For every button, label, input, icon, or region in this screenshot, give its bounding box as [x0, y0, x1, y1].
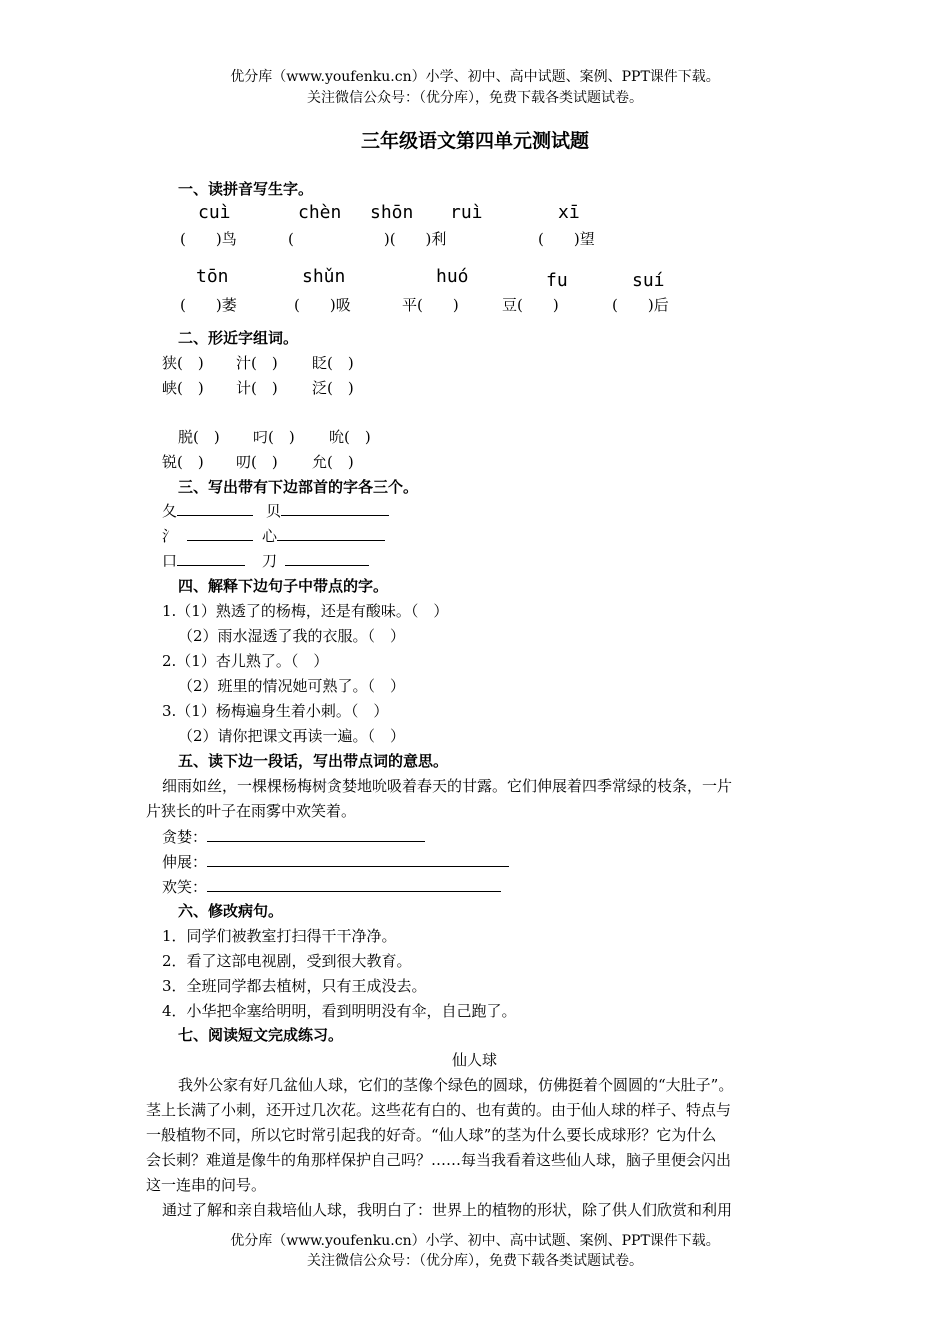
word-item: 脱( ) — [178, 428, 220, 446]
sentence-line: 4．小华把伞塞给明明，看到明明没有伞，自己跑了。 — [162, 1002, 517, 1020]
section-7-heading: 七、阅读短文完成练习。 — [178, 1026, 344, 1044]
answer-line[interactable] — [281, 500, 389, 516]
radical: 心 — [262, 527, 278, 545]
radical: 口 — [162, 552, 178, 570]
section-1-heading: 一、读拼音写生字。 — [178, 180, 314, 198]
pinyin-answer: 平( ) — [402, 296, 459, 314]
footer-line-1: 优分库（www.youfenku.cn）小学、初中、高中试题、案例、PPT课件下载。 — [230, 1233, 720, 1249]
pinyin: tōn — [196, 266, 229, 287]
radical-row — [162, 550, 245, 571]
word-item: 泛( ) — [312, 379, 354, 397]
term-label: 贪婪： — [162, 828, 208, 846]
pinyin: fu — [546, 270, 568, 291]
sentence-line: 1．同学们被教室打扫得干干净净。 — [162, 927, 397, 945]
answer-line[interactable] — [285, 550, 369, 566]
reading-line: 会长刺？难道是像牛的角那样保护自己吗？……每当我看着这些仙人球，脑子里便会闪出 — [146, 1151, 732, 1169]
answer-line[interactable] — [207, 851, 509, 867]
question-line: （2）雨水湿透了我的衣服。（ ） — [178, 627, 406, 645]
word-item: 允( ) — [312, 453, 354, 471]
reading-line: 我外公家有好几盆仙人球，它们的茎像个绿色的圆球，仿佛挺着个圆圆的“大肚子”。 — [178, 1076, 734, 1094]
section-5-heading: 五、读下边一段话，写出带点词的意思。 — [178, 752, 449, 770]
term-label: 伸展： — [162, 853, 208, 871]
pinyin: cuì — [198, 202, 231, 223]
page-title: 三年级语文第四单元测试题 — [360, 130, 589, 152]
pinyin-answer: ( )后 — [612, 296, 669, 314]
pinyin: huó — [436, 266, 469, 287]
pinyin: shōn — [370, 202, 414, 223]
question-line: 3.（1）杨梅遍身生着小刺。（ ） — [162, 702, 389, 720]
reading-line: 通过了解和亲自栽培仙人球，我明白了：世界上的植物的形状，除了供人们欣赏和利用 — [162, 1201, 733, 1219]
answer-line[interactable] — [207, 876, 501, 892]
radical: 氵 — [162, 527, 178, 545]
radical: 刀 — [262, 552, 278, 570]
radical: 贝 — [266, 502, 282, 520]
section-3-heading: 三、写出带有下边部首的字各三个。 — [178, 478, 419, 496]
pinyin-answer: 豆( ) — [502, 296, 559, 314]
pinyin: suí — [632, 270, 665, 291]
reading-line: 一般植物不同，所以它时常引起我的好奇。“仙人球”的茎为什么要长成球形？它为什么 — [146, 1126, 717, 1144]
answer-row — [162, 826, 425, 847]
word-item: 峡( ) — [162, 379, 204, 397]
section-6-heading: 六、修改病句。 — [178, 902, 284, 920]
header-line-2: 关注微信公众号：（优分库），免费下载各类试题试卷。 — [307, 90, 643, 106]
footer-line-2: 关注微信公众号：（优分库），免费下载各类试题试卷。 — [307, 1253, 643, 1269]
radical-row — [162, 500, 253, 521]
answer-line[interactable] — [277, 525, 385, 541]
word-item: 吮( ) — [329, 428, 371, 446]
reading-line: 茎上长满了小刺，还开过几次花。这些花有白的、也有黄的。由于仙人球的样子、特点与 — [146, 1101, 732, 1119]
word-item: 眨( ) — [312, 354, 354, 372]
question-line: （2）请你把课文再读一遍。（ ） — [178, 727, 406, 745]
header-line-1: 优分库（www.youfenku.cn）小学、初中、高中试题、案例、PPT课件下载。 — [230, 69, 720, 85]
pinyin: shǔn — [302, 266, 346, 287]
radical-row — [266, 500, 389, 521]
answer-line[interactable] — [207, 826, 425, 842]
question-line: （2）班里的情况她可熟了。（ ） — [178, 677, 406, 695]
section-4-heading: 四、解释下边句子中带点的字。 — [178, 577, 389, 595]
word-item: 叨( ) — [236, 453, 278, 471]
sentence-line: 2．看了这部电视剧，受到很大教育。 — [162, 952, 412, 970]
pinyin-answer: ( )( )利 — [288, 230, 447, 248]
radical-row — [262, 550, 369, 571]
answer-line[interactable] — [177, 500, 253, 516]
radical-row — [162, 525, 253, 546]
pinyin: chèn — [298, 202, 342, 223]
answer-line[interactable] — [177, 550, 245, 566]
word-item: 汁( ) — [236, 354, 278, 372]
answer-row — [162, 851, 509, 872]
question-line: 2.（1）杏儿熟了。（ ） — [162, 652, 329, 670]
reading-title: 仙人球 — [452, 1051, 498, 1069]
question-line: 1.（1）熟透了的杨梅，还是有酸味。（ ） — [162, 602, 449, 620]
pinyin-answer: ( )鸟 — [180, 230, 237, 248]
word-item: 狭( ) — [162, 354, 204, 372]
answer-row — [162, 876, 501, 897]
pinyin: xī — [558, 202, 580, 223]
term-label: 欢笑： — [162, 878, 208, 896]
answer-line[interactable] — [187, 525, 253, 541]
radical: 夂 — [162, 502, 178, 520]
pinyin-answer: ( )萎 — [180, 296, 237, 314]
sentence-line: 3．全班同学都去植树，只有王成没去。 — [162, 977, 427, 995]
pinyin-answer: ( )吸 — [294, 296, 351, 314]
passage-line: 细雨如丝，一棵棵杨梅树贪婪地吮吸着春天的甘露。它们伸展着四季常绿的枝条，一片 — [162, 777, 733, 795]
word-item: 计( ) — [236, 379, 278, 397]
pinyin: ruì — [450, 202, 483, 223]
radical-row — [262, 525, 385, 546]
section-2-heading: 二、形近字组词。 — [178, 329, 299, 347]
pinyin-answer: ( )望 — [538, 230, 595, 248]
passage-line: 片狭长的叶子在雨雾中欢笑着。 — [146, 802, 357, 820]
word-item: 锐( ) — [162, 453, 204, 471]
reading-line: 这一连串的问号。 — [146, 1176, 267, 1194]
word-item: 叼( ) — [253, 428, 295, 446]
